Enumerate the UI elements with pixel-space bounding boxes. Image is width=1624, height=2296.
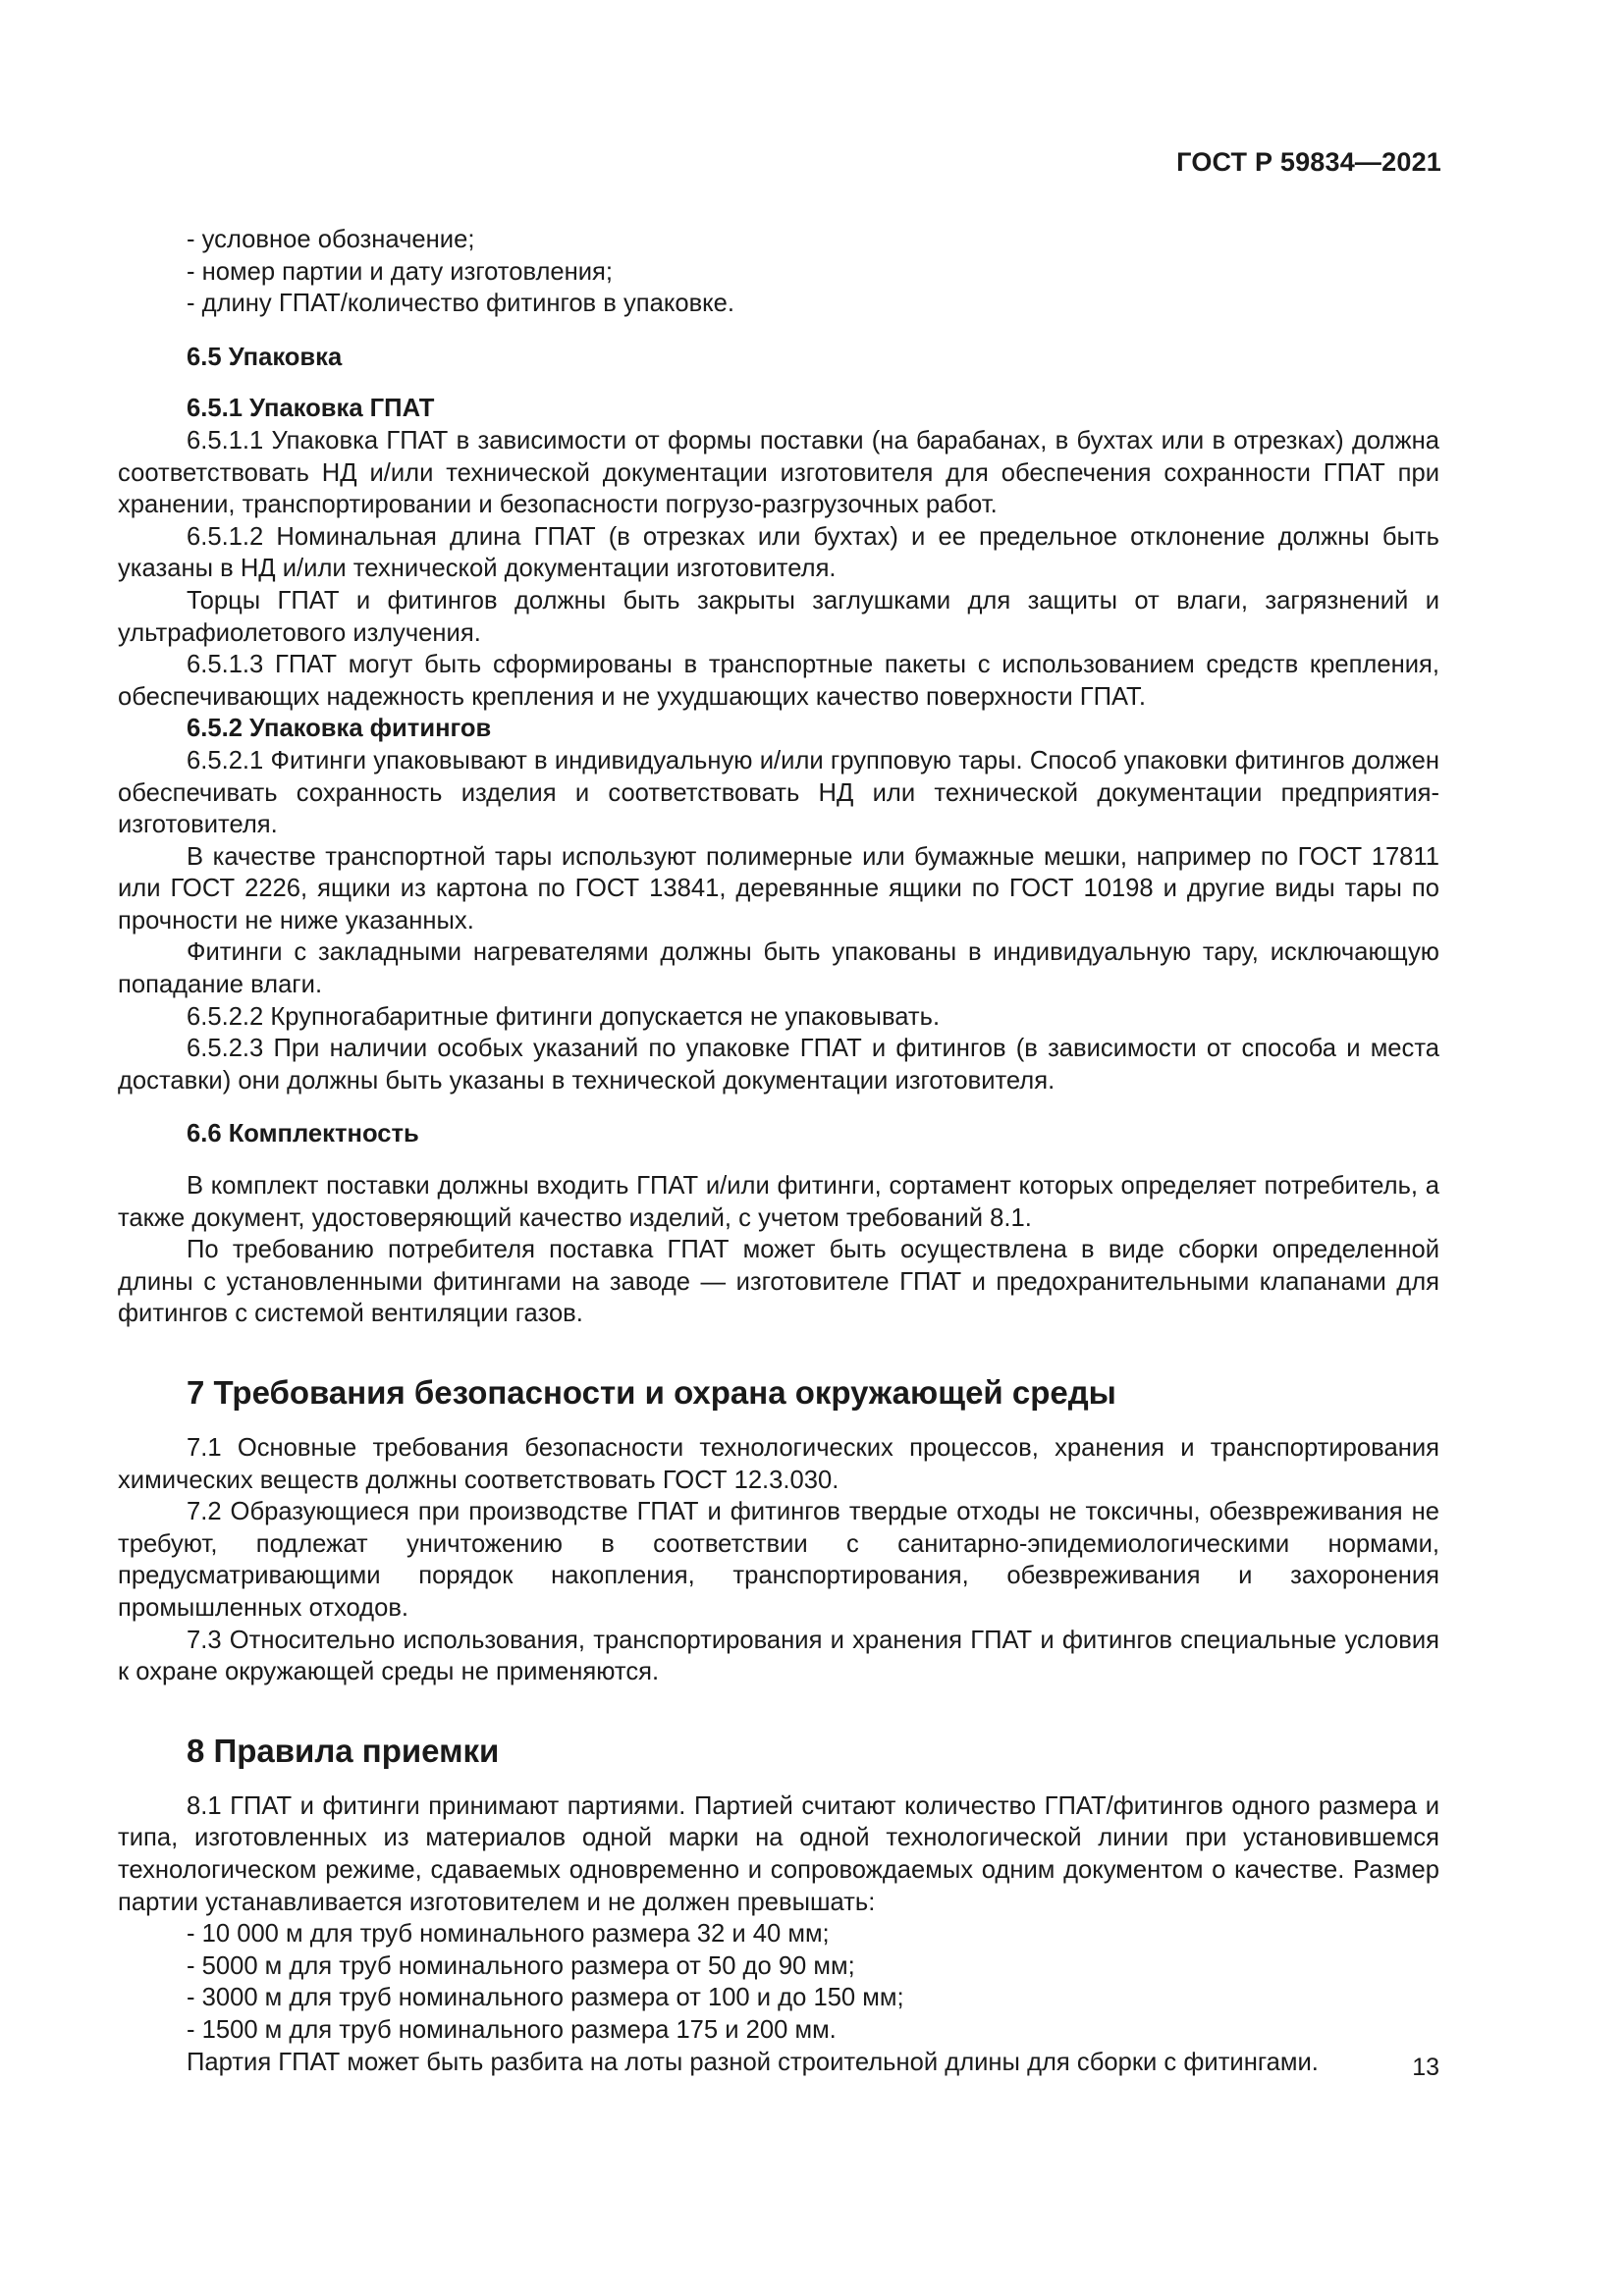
page-number: 13	[1412, 2054, 1439, 2081]
paragraph-6-5-2-1: 6.5.2.1 Фитинги упаковывают в индивидуальную и/или групповую тары. Способ упаковки фитингов должен обеспечивать сохранность изделия и соответствовать НД или технической документации предприятия-изготовителя.	[118, 746, 1439, 839]
paragraph-7-2: 7.2 Образующиеся при производстве ГПАТ и фитингов твердые отходы не токсичны, обезвреживания не требуют, подлежат уничтожению в соответствии с санитарно-эпидемиологическими нормами, предусматривающими порядок накопления, транспортирования, обезвреживания и захоронения промышленных отходов.	[118, 1498, 1439, 1622]
subsection-heading-6-5-2: 6.5.2 Упаковка фитингов	[187, 715, 492, 743]
document-code-header: ГОСТ Р 59834—2021	[1176, 147, 1441, 177]
list-item: - условное обозначение;	[187, 226, 475, 253]
list-item: - 3000 м для труб номинального размера от 100 и до 150 мм;	[187, 1984, 904, 2012]
paragraph-8-1: 8.1 ГПАТ и фитинги принимают партиями. Партией считают количество ГПАТ/фитингов одного размера и типа, изготовленных из материалов одной марки на одной технологической линии при установившемся технологическом режиме, сдаваемых одновременно и сопровождаемых одним документом о качестве. Размер партии устанавливается изготовителем и не должен превышать:	[118, 1791, 1439, 1916]
section-heading-8: 8 Правила приемки	[187, 1732, 500, 1769]
list-item: - 1500 м для труб номинального размера 175 и 200 мм.	[187, 2015, 837, 2044]
paragraph-6-5-2-2: 6.5.2.2 Крупногабаритные фитинги допускается не упаковывать.	[187, 1002, 941, 1031]
paragraph-delivery-set: В комплект поставки должны входить ГПАТ и/или фитинги, сортамент которых определяет потребитель, а также документ, удостоверяющий качество изделий, с учетом требований 8.1.	[118, 1172, 1439, 1232]
paragraph-transport-packaging: В качестве транспортной тары используют полимерные или бумажные мешки, например по ГОСТ 17811 или ГОСТ 2226, ящики из картона по ГОСТ 13841, деревянные ящики по ГОСТ 10198 и другие виды тары по прочности не ниже указанных.	[118, 842, 1439, 934]
list-item: - 5000 м для труб номинального размера от 50 до 90 мм;	[187, 1951, 855, 1980]
section-heading-6-5: 6.5 Упаковка	[187, 343, 343, 371]
section-heading-6-6: 6.6 Комплектность	[187, 1120, 419, 1148]
page-body	[118, 224, 1439, 2078]
paragraph-embedded-heaters: Фитинги с закладными нагревателями должны быть упакованы в индивидуальную тару, исключающую попадание влаги.	[118, 938, 1439, 999]
section-heading-7: 7 Требования безопасности и охрана окружающей среды	[187, 1374, 1116, 1411]
paragraph-6-5-1-3: 6.5.1.3 ГПАТ могут быть сформированы в транспортные пакеты с использованием средств крепления, обеспечивающих надежность крепления и не ухудшающих качество поверхности ГПАТ.	[118, 651, 1439, 711]
paragraph-6-5-2-3: 6.5.2.3 При наличии особых указаний по упаковке ГПАТ и фитингов (в зависимости от способа и места доставки) они должны быть указаны в технической документации изготовителя.	[118, 1035, 1439, 1095]
paragraph-7-3: 7.3 Относительно использования, транспортирования и хранения ГПАТ и фитингов специальные условия к охране окружающей среды не применяются.	[118, 1626, 1439, 1686]
paragraph-6-5-1-1: 6.5.1.1 Упаковка ГПАТ в зависимости от формы поставки (на барабанах, в бухтах или в отрезках) должна соответствовать НД и/или технической документации изготовителя для обеспечения сохранности ГПАТ при хранении, транспортировании и безопасности погрузо-разгрузочных работ.	[118, 426, 1439, 519]
list-item: - номер партии и дату изготовления;	[187, 257, 614, 286]
paragraph-end-caps: Торцы ГПАТ и фитингов должны быть закрыты заглушками для защиты от влаги, загрязнений и ультрафиолетового излучения.	[118, 586, 1439, 647]
list-item: - 10 000 м для труб номинального размера 32 и 40 мм;	[187, 1920, 830, 1949]
paragraph-assembly-delivery: По требованию потребителя поставка ГПАТ может быть осуществлена в виде сборки определенной длины с установленными фитингами на заводе — изготовителе ГПАТ и предохранительными клапанами для фитингов с системой вентиляции газов.	[118, 1236, 1439, 1328]
subsection-heading-6-5-1: 6.5.1 Упаковка ГПАТ	[187, 395, 435, 423]
paragraph-6-5-1-2: 6.5.1.2 Номинальная длина ГПАТ (в отрезках или бухтах) и ее предельное отклонение должны быть указаны в НД и/или технической документации изготовителя.	[118, 522, 1439, 583]
paragraph-lots: Партия ГПАТ может быть разбита на лоты разной строительной длины для сборки с фитингами.	[187, 2048, 1319, 2076]
list-item: - длину ГПАТ/количество фитингов в упаковке.	[187, 290, 735, 318]
paragraph-7-1: 7.1 Основные требования безопасности технологических процессов, хранения и транспортирования химических веществ должны соответствовать ГОСТ 12.3.030.	[118, 1434, 1439, 1494]
